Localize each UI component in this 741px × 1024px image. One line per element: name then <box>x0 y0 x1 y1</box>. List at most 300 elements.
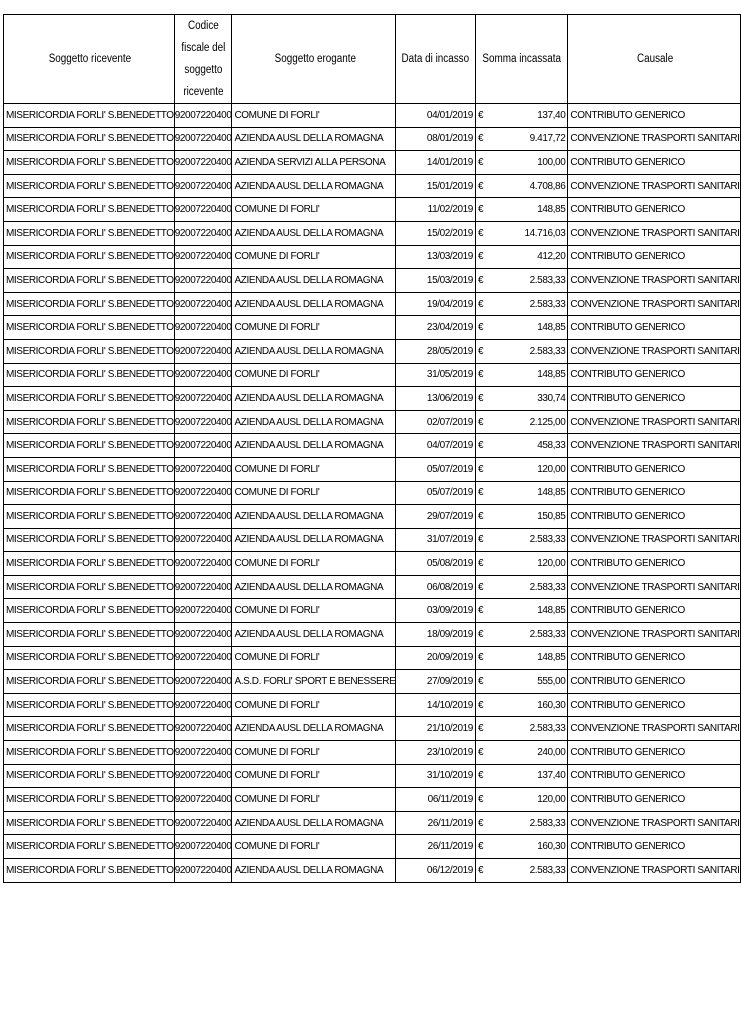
cell-codice-fiscale: 92007220400 <box>174 599 232 623</box>
cell-causale: CONTRIBUTO GENERICO <box>568 387 740 411</box>
amount-value: 240,00 <box>537 746 566 758</box>
cell-somma-incassata <box>475 410 567 434</box>
cell-data-incasso: 14/10/2019 <box>396 693 476 717</box>
currency-symbol: € <box>477 841 484 853</box>
table-row <box>4 788 741 812</box>
cell-soggetto-ricevente: MISERICORDIA FORLI' S.BENEDETTO <box>4 457 175 481</box>
amount-value: 2.583,33 <box>529 581 566 593</box>
table-row <box>4 245 741 269</box>
currency-symbol: € <box>477 652 484 664</box>
cell-codice-fiscale: 92007220400 <box>174 221 232 245</box>
cell-soggetto-ricevente: MISERICORDIA FORLI' S.BENEDETTO <box>4 599 175 623</box>
cell-soggetto-ricevente: MISERICORDIA FORLI' S.BENEDETTO <box>4 835 175 859</box>
currency-symbol: € <box>477 298 484 310</box>
table-row <box>4 104 741 128</box>
currency-symbol: € <box>477 227 484 239</box>
cell-somma-incassata <box>475 693 567 717</box>
cell-codice-fiscale: 92007220400 <box>174 505 232 529</box>
cell-codice-fiscale: 92007220400 <box>174 552 232 576</box>
currency-symbol: € <box>477 628 484 640</box>
table-row <box>4 717 741 741</box>
cell-causale: CONTRIBUTO GENERICO <box>568 552 740 576</box>
currency-symbol: € <box>477 817 484 829</box>
cell-data-incasso: 05/08/2019 <box>396 552 476 576</box>
amount-value: 412,20 <box>537 251 566 263</box>
cell-somma-incassata <box>475 457 567 481</box>
cell-causale: CONVENZIONE TRASPORTI SANITARI <box>568 221 740 245</box>
header-soggetto-erogante <box>232 15 396 104</box>
cell-codice-fiscale: 92007220400 <box>174 410 232 434</box>
cell-causale: CONTRIBUTO GENERICO <box>568 363 740 387</box>
cell-data-incasso: 13/06/2019 <box>396 387 476 411</box>
amount-value: 555,00 <box>537 676 566 688</box>
currency-symbol: € <box>477 392 484 404</box>
cell-causale: CONTRIBUTO GENERICO <box>568 788 740 812</box>
currency-symbol: € <box>477 558 484 570</box>
cell-somma-incassata <box>475 127 567 151</box>
amount-value: 148,85 <box>537 487 566 499</box>
currency-symbol: € <box>477 864 484 876</box>
table-row <box>4 339 741 363</box>
header-codice-fiscale-text: Codice fiscale del soggetto ricevente <box>181 20 226 98</box>
cell-somma-incassata <box>475 528 567 552</box>
cell-soggetto-erogante: COMUNE DI FORLI' <box>232 835 396 859</box>
cell-data-incasso: 06/12/2019 <box>396 859 476 883</box>
cell-data-incasso: 15/02/2019 <box>396 221 476 245</box>
amount-value: 2.583,33 <box>529 298 566 310</box>
cell-soggetto-ricevente: MISERICORDIA FORLI' S.BENEDETTO <box>4 269 175 293</box>
cell-causale: CONTRIBUTO GENERICO <box>568 741 740 765</box>
cell-causale: CONVENZIONE TRASPORTI SANITARI <box>568 623 740 647</box>
cell-somma-incassata <box>475 552 567 576</box>
cell-data-incasso: 20/09/2019 <box>396 646 476 670</box>
amount-value: 2.583,33 <box>529 723 566 735</box>
cell-soggetto-ricevente: MISERICORDIA FORLI' S.BENEDETTO <box>4 764 175 788</box>
cell-soggetto-erogante: COMUNE DI FORLI' <box>232 788 396 812</box>
cell-data-incasso: 31/10/2019 <box>396 764 476 788</box>
currency-symbol: € <box>477 746 484 758</box>
cell-causale: CONTRIBUTO GENERICO <box>568 481 740 505</box>
currency-symbol: € <box>477 770 484 782</box>
cell-soggetto-ricevente: MISERICORDIA FORLI' S.BENEDETTO <box>4 292 175 316</box>
cell-soggetto-erogante: AZIENDA AUSL DELLA ROMAGNA <box>232 575 396 599</box>
cell-soggetto-erogante: AZIENDA AUSL DELLA ROMAGNA <box>232 623 396 647</box>
cell-soggetto-erogante: COMUNE DI FORLI' <box>232 316 396 340</box>
amount-value: 2.583,33 <box>529 628 566 640</box>
cell-soggetto-ricevente: MISERICORDIA FORLI' S.BENEDETTO <box>4 245 175 269</box>
cell-soggetto-erogante: AZIENDA AUSL DELLA ROMAGNA <box>232 410 396 434</box>
table-row <box>4 127 741 151</box>
cell-soggetto-ricevente: MISERICORDIA FORLI' S.BENEDETTO <box>4 646 175 670</box>
cell-soggetto-erogante: AZIENDA AUSL DELLA ROMAGNA <box>232 528 396 552</box>
cell-soggetto-erogante: COMUNE DI FORLI' <box>232 599 396 623</box>
amount-value: 120,00 <box>537 794 566 806</box>
amount-value: 330,74 <box>537 392 566 404</box>
amount-value: 458,33 <box>537 440 566 452</box>
cell-data-incasso: 03/09/2019 <box>396 599 476 623</box>
amount-value: 148,85 <box>537 605 566 617</box>
cell-codice-fiscale: 92007220400 <box>174 623 232 647</box>
cell-causale: CONTRIBUTO GENERICO <box>568 505 740 529</box>
cell-codice-fiscale: 92007220400 <box>174 387 232 411</box>
table-row <box>4 269 741 293</box>
currency-symbol: € <box>477 794 484 806</box>
cell-data-incasso: 04/01/2019 <box>396 104 476 128</box>
table-header <box>4 15 741 104</box>
table-row <box>4 599 741 623</box>
table-row <box>4 741 741 765</box>
cell-data-incasso: 13/03/2019 <box>396 245 476 269</box>
currency-symbol: € <box>477 699 484 711</box>
table-row <box>4 410 741 434</box>
cell-soggetto-ricevente: MISERICORDIA FORLI' S.BENEDETTO <box>4 174 175 198</box>
cell-soggetto-ricevente: MISERICORDIA FORLI' S.BENEDETTO <box>4 410 175 434</box>
currency-symbol: € <box>477 581 484 593</box>
cell-somma-incassata <box>475 481 567 505</box>
table-row <box>4 198 741 222</box>
cell-soggetto-erogante: COMUNE DI FORLI' <box>232 457 396 481</box>
cell-soggetto-ricevente: MISERICORDIA FORLI' S.BENEDETTO <box>4 127 175 151</box>
cell-soggetto-erogante: AZIENDA AUSL DELLA ROMAGNA <box>232 339 396 363</box>
cell-somma-incassata <box>475 269 567 293</box>
cell-somma-incassata <box>475 221 567 245</box>
cell-somma-incassata <box>475 599 567 623</box>
cell-somma-incassata <box>475 434 567 458</box>
cell-soggetto-erogante: AZIENDA AUSL DELLA ROMAGNA <box>232 859 396 883</box>
amount-value: 148,85 <box>537 204 566 216</box>
cell-soggetto-ricevente: MISERICORDIA FORLI' S.BENEDETTO <box>4 505 175 529</box>
cell-soggetto-ricevente: MISERICORDIA FORLI' S.BENEDETTO <box>4 151 175 175</box>
cell-data-incasso: 05/07/2019 <box>396 457 476 481</box>
cell-soggetto-ricevente: MISERICORDIA FORLI' S.BENEDETTO <box>4 623 175 647</box>
currency-symbol: € <box>477 180 484 192</box>
cell-data-incasso: 23/04/2019 <box>396 316 476 340</box>
amount-value: 100,00 <box>537 156 566 168</box>
table-row <box>4 552 741 576</box>
cell-codice-fiscale: 92007220400 <box>174 245 232 269</box>
cell-causale: CONTRIBUTO GENERICO <box>568 599 740 623</box>
cell-somma-incassata <box>475 717 567 741</box>
cell-causale: CONVENZIONE TRASPORTI SANITARI <box>568 528 740 552</box>
table-row <box>4 623 741 647</box>
table-row <box>4 481 741 505</box>
cell-data-incasso: 06/08/2019 <box>396 575 476 599</box>
table-row <box>4 316 741 340</box>
header-codice-fiscale <box>174 15 232 104</box>
cell-soggetto-ricevente: MISERICORDIA FORLI' S.BENEDETTO <box>4 363 175 387</box>
currency-symbol: € <box>477 345 484 357</box>
cell-data-incasso: 23/10/2019 <box>396 741 476 765</box>
cell-codice-fiscale: 92007220400 <box>174 457 232 481</box>
cell-codice-fiscale: 92007220400 <box>174 835 232 859</box>
amount-value: 2.583,33 <box>529 817 566 829</box>
cell-codice-fiscale: 92007220400 <box>174 363 232 387</box>
header-data-incasso-text: Data di incasso <box>401 53 470 65</box>
cell-somma-incassata <box>475 316 567 340</box>
cell-causale: CONVENZIONE TRASPORTI SANITARI <box>568 174 740 198</box>
table-row <box>4 575 741 599</box>
cell-causale: CONVENZIONE TRASPORTI SANITARI <box>568 410 740 434</box>
document-page <box>3 14 741 883</box>
cell-causale: CONVENZIONE TRASPORTI SANITARI <box>568 269 740 293</box>
cell-causale: CONTRIBUTO GENERICO <box>568 104 740 128</box>
amount-value: 2.583,33 <box>529 345 566 357</box>
cell-causale: CONVENZIONE TRASPORTI SANITARI <box>568 434 740 458</box>
currency-symbol: € <box>477 676 484 688</box>
cell-soggetto-ricevente: MISERICORDIA FORLI' S.BENEDETTO <box>4 481 175 505</box>
amount-value: 148,85 <box>537 322 566 334</box>
currency-symbol: € <box>477 274 484 286</box>
cell-soggetto-ricevente: MISERICORDIA FORLI' S.BENEDETTO <box>4 552 175 576</box>
cell-codice-fiscale: 92007220400 <box>174 741 232 765</box>
cell-somma-incassata <box>475 505 567 529</box>
cell-data-incasso: 08/01/2019 <box>396 127 476 151</box>
cell-somma-incassata <box>475 623 567 647</box>
table-row <box>4 457 741 481</box>
currency-symbol: € <box>477 605 484 617</box>
amount-value: 148,85 <box>537 652 566 664</box>
table-row <box>4 292 741 316</box>
cell-data-incasso: 15/03/2019 <box>396 269 476 293</box>
cell-soggetto-ricevente: MISERICORDIA FORLI' S.BENEDETTO <box>4 788 175 812</box>
table-row <box>4 835 741 859</box>
cell-soggetto-erogante: COMUNE DI FORLI' <box>232 552 396 576</box>
amount-value: 148,85 <box>537 369 566 381</box>
amount-value: 2.583,33 <box>529 534 566 546</box>
table-row <box>4 693 741 717</box>
amount-value: 160,30 <box>537 699 566 711</box>
amount-value: 137,40 <box>537 770 566 782</box>
cell-soggetto-erogante: COMUNE DI FORLI' <box>232 481 396 505</box>
cell-codice-fiscale: 92007220400 <box>174 104 232 128</box>
header-somma-incassata-text: Somma incassata <box>482 53 561 65</box>
currency-symbol: € <box>477 723 484 735</box>
cell-soggetto-ricevente: MISERICORDIA FORLI' S.BENEDETTO <box>4 198 175 222</box>
table-row <box>4 363 741 387</box>
cell-soggetto-ricevente: MISERICORDIA FORLI' S.BENEDETTO <box>4 387 175 411</box>
cell-data-incasso: 14/01/2019 <box>396 151 476 175</box>
cell-data-incasso: 04/07/2019 <box>396 434 476 458</box>
cell-codice-fiscale: 92007220400 <box>174 528 232 552</box>
cell-soggetto-erogante: A.S.D. FORLI' SPORT E BENESSERE <box>232 670 396 694</box>
amount-value: 4.708,86 <box>529 180 566 192</box>
table-row <box>4 387 741 411</box>
cell-soggetto-ricevente: MISERICORDIA FORLI' S.BENEDETTO <box>4 575 175 599</box>
cell-somma-incassata <box>475 292 567 316</box>
cell-somma-incassata <box>475 198 567 222</box>
table-row <box>4 528 741 552</box>
cell-data-incasso: 31/07/2019 <box>396 528 476 552</box>
cell-soggetto-ricevente: MISERICORDIA FORLI' S.BENEDETTO <box>4 717 175 741</box>
header-soggetto-ricevente-text: Soggetto ricevente <box>48 53 132 65</box>
amount-value: 160,30 <box>537 841 566 853</box>
cell-codice-fiscale: 92007220400 <box>174 316 232 340</box>
cell-somma-incassata <box>475 104 567 128</box>
cell-causale: CONVENZIONE TRASPORTI SANITARI <box>568 575 740 599</box>
cell-soggetto-ricevente: MISERICORDIA FORLI' S.BENEDETTO <box>4 859 175 883</box>
currency-symbol: € <box>477 463 484 475</box>
cell-soggetto-erogante: COMUNE DI FORLI' <box>232 198 396 222</box>
cell-causale: CONVENZIONE TRASPORTI SANITARI <box>568 292 740 316</box>
table-row <box>4 670 741 694</box>
cell-somma-incassata <box>475 363 567 387</box>
amount-value: 120,00 <box>537 463 566 475</box>
cell-soggetto-ricevente: MISERICORDIA FORLI' S.BENEDETTO <box>4 693 175 717</box>
cell-soggetto-ricevente: MISERICORDIA FORLI' S.BENEDETTO <box>4 434 175 458</box>
cell-data-incasso: 29/07/2019 <box>396 505 476 529</box>
cell-causale: CONTRIBUTO GENERICO <box>568 646 740 670</box>
amount-value: 14.716,03 <box>524 227 566 239</box>
cell-soggetto-erogante: AZIENDA AUSL DELLA ROMAGNA <box>232 434 396 458</box>
cell-data-incasso: 28/05/2019 <box>396 339 476 363</box>
cell-soggetto-erogante: COMUNE DI FORLI' <box>232 646 396 670</box>
cell-data-incasso: 05/07/2019 <box>396 481 476 505</box>
currency-symbol: € <box>477 251 484 263</box>
cell-data-incasso: 06/11/2019 <box>396 788 476 812</box>
cell-somma-incassata <box>475 339 567 363</box>
amount-value: 9.417,72 <box>529 133 566 145</box>
header-data-incasso <box>396 15 476 104</box>
cell-soggetto-erogante: AZIENDA AUSL DELLA ROMAGNA <box>232 387 396 411</box>
cell-soggetto-erogante: AZIENDA AUSL DELLA ROMAGNA <box>232 717 396 741</box>
cell-codice-fiscale: 92007220400 <box>174 670 232 694</box>
amount-value: 2.583,33 <box>529 274 566 286</box>
cell-codice-fiscale: 92007220400 <box>174 127 232 151</box>
cell-causale: CONTRIBUTO GENERICO <box>568 245 740 269</box>
cell-data-incasso: 15/01/2019 <box>396 174 476 198</box>
cell-causale: CONTRIBUTO GENERICO <box>568 151 740 175</box>
cell-soggetto-ricevente: MISERICORDIA FORLI' S.BENEDETTO <box>4 811 175 835</box>
currency-symbol: € <box>477 204 484 216</box>
table-row <box>4 646 741 670</box>
cell-causale: CONVENZIONE TRASPORTI SANITARI <box>568 811 740 835</box>
cell-data-incasso: 31/05/2019 <box>396 363 476 387</box>
table-row <box>4 221 741 245</box>
table-row <box>4 174 741 198</box>
cell-somma-incassata <box>475 575 567 599</box>
cell-somma-incassata <box>475 835 567 859</box>
currency-symbol: € <box>477 369 484 381</box>
cell-causale: CONTRIBUTO GENERICO <box>568 316 740 340</box>
cell-causale: CONTRIBUTO GENERICO <box>568 764 740 788</box>
cell-somma-incassata <box>475 151 567 175</box>
currency-symbol: € <box>477 487 484 499</box>
cell-causale: CONVENZIONE TRASPORTI SANITARI <box>568 127 740 151</box>
cell-somma-incassata <box>475 670 567 694</box>
cell-data-incasso: 27/09/2019 <box>396 670 476 694</box>
cell-soggetto-erogante: COMUNE DI FORLI' <box>232 104 396 128</box>
cell-somma-incassata <box>475 174 567 198</box>
cell-soggetto-erogante: AZIENDA SERVIZI ALLA PERSONA <box>232 151 396 175</box>
header-somma-incassata <box>475 15 567 104</box>
currency-symbol: € <box>477 109 484 121</box>
cell-soggetto-ricevente: MISERICORDIA FORLI' S.BENEDETTO <box>4 670 175 694</box>
table-row <box>4 811 741 835</box>
table-row <box>4 434 741 458</box>
cell-somma-incassata <box>475 741 567 765</box>
cell-soggetto-erogante: AZIENDA AUSL DELLA ROMAGNA <box>232 221 396 245</box>
amount-value: 2.125,00 <box>529 416 566 428</box>
cell-codice-fiscale: 92007220400 <box>174 151 232 175</box>
cell-data-incasso: 11/02/2019 <box>396 198 476 222</box>
amount-value: 137,40 <box>537 109 566 121</box>
cell-codice-fiscale: 92007220400 <box>174 575 232 599</box>
header-causale-text: Causale <box>636 53 674 65</box>
header-row <box>4 15 741 104</box>
amount-value: 120,00 <box>537 558 566 570</box>
table-row <box>4 764 741 788</box>
amount-value: 150,85 <box>537 510 566 522</box>
cell-causale: CONVENZIONE TRASPORTI SANITARI <box>568 859 740 883</box>
cell-soggetto-erogante: COMUNE DI FORLI' <box>232 693 396 717</box>
cell-soggetto-ricevente: MISERICORDIA FORLI' S.BENEDETTO <box>4 528 175 552</box>
cell-somma-incassata <box>475 859 567 883</box>
cell-codice-fiscale: 92007220400 <box>174 481 232 505</box>
cell-codice-fiscale: 92007220400 <box>174 292 232 316</box>
cell-codice-fiscale: 92007220400 <box>174 717 232 741</box>
cell-somma-incassata <box>475 764 567 788</box>
cell-soggetto-ricevente: MISERICORDIA FORLI' S.BENEDETTO <box>4 741 175 765</box>
table-row <box>4 505 741 529</box>
cell-causale: CONTRIBUTO GENERICO <box>568 693 740 717</box>
cell-soggetto-erogante: AZIENDA AUSL DELLA ROMAGNA <box>232 174 396 198</box>
currency-symbol: € <box>477 156 484 168</box>
cell-soggetto-erogante: AZIENDA AUSL DELLA ROMAGNA <box>232 127 396 151</box>
cell-soggetto-ricevente: MISERICORDIA FORLI' S.BENEDETTO <box>4 221 175 245</box>
cell-soggetto-erogante: COMUNE DI FORLI' <box>232 764 396 788</box>
cell-codice-fiscale: 92007220400 <box>174 693 232 717</box>
cell-codice-fiscale: 92007220400 <box>174 788 232 812</box>
table-row <box>4 859 741 883</box>
cell-causale: CONVENZIONE TRASPORTI SANITARI <box>568 717 740 741</box>
cell-causale: CONTRIBUTO GENERICO <box>568 198 740 222</box>
cell-soggetto-ricevente: MISERICORDIA FORLI' S.BENEDETTO <box>4 339 175 363</box>
cell-soggetto-erogante: COMUNE DI FORLI' <box>232 245 396 269</box>
cell-data-incasso: 26/11/2019 <box>396 811 476 835</box>
cell-somma-incassata <box>475 245 567 269</box>
cell-codice-fiscale: 92007220400 <box>174 198 232 222</box>
currency-symbol: € <box>477 133 484 145</box>
cell-somma-incassata <box>475 811 567 835</box>
cell-causale: CONTRIBUTO GENERICO <box>568 457 740 481</box>
cell-data-incasso: 21/10/2019 <box>396 717 476 741</box>
cell-codice-fiscale: 92007220400 <box>174 646 232 670</box>
receipts-table <box>3 14 741 883</box>
cell-codice-fiscale: 92007220400 <box>174 811 232 835</box>
cell-somma-incassata <box>475 788 567 812</box>
amount-value: 2.583,33 <box>529 864 566 876</box>
cell-soggetto-ricevente: MISERICORDIA FORLI' S.BENEDETTO <box>4 104 175 128</box>
cell-codice-fiscale: 92007220400 <box>174 339 232 363</box>
cell-soggetto-erogante: AZIENDA AUSL DELLA ROMAGNA <box>232 292 396 316</box>
table-row <box>4 151 741 175</box>
cell-soggetto-erogante: COMUNE DI FORLI' <box>232 363 396 387</box>
cell-codice-fiscale: 92007220400 <box>174 764 232 788</box>
cell-soggetto-erogante: COMUNE DI FORLI' <box>232 741 396 765</box>
header-soggetto-erogante-text: Soggetto erogante <box>274 53 356 65</box>
cell-causale: CONTRIBUTO GENERICO <box>568 670 740 694</box>
currency-symbol: € <box>477 416 484 428</box>
cell-somma-incassata <box>475 646 567 670</box>
cell-data-incasso: 19/04/2019 <box>396 292 476 316</box>
cell-soggetto-erogante: AZIENDA AUSL DELLA ROMAGNA <box>232 811 396 835</box>
cell-data-incasso: 02/07/2019 <box>396 410 476 434</box>
currency-symbol: € <box>477 440 484 452</box>
cell-codice-fiscale: 92007220400 <box>174 859 232 883</box>
cell-soggetto-ricevente: MISERICORDIA FORLI' S.BENEDETTO <box>4 316 175 340</box>
cell-data-incasso: 18/09/2019 <box>396 623 476 647</box>
cell-causale: CONTRIBUTO GENERICO <box>568 835 740 859</box>
